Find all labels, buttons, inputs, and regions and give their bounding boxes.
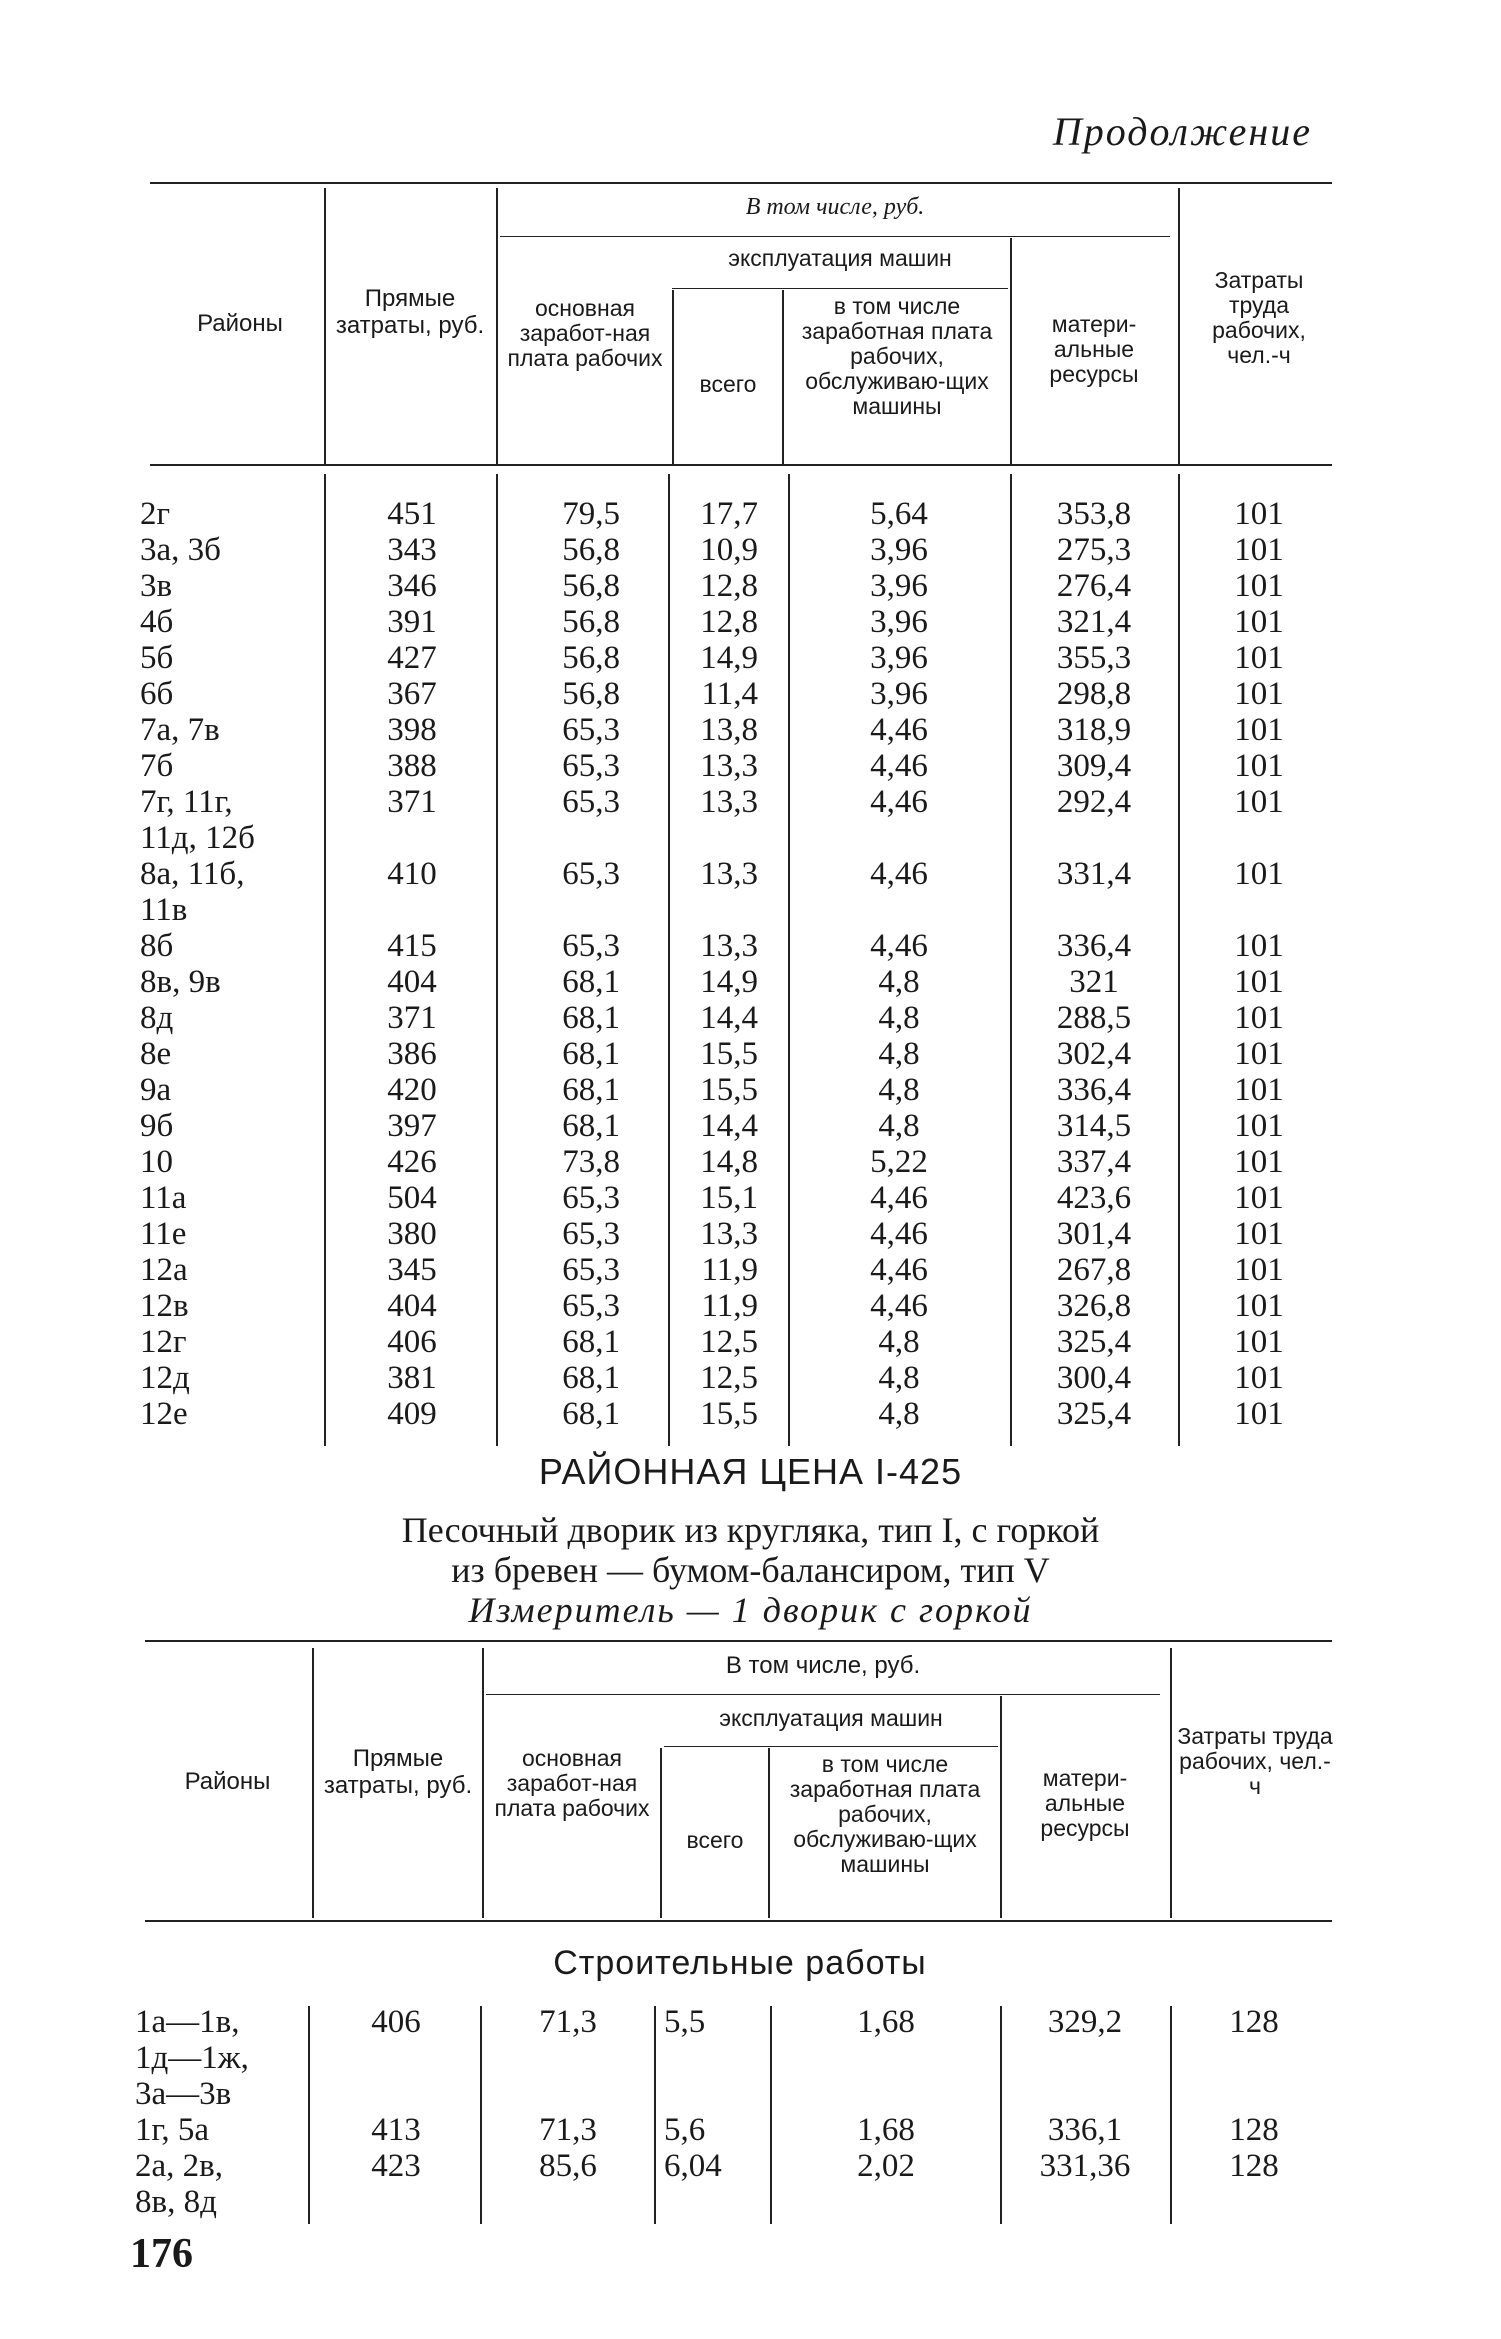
machines-total-cell: 10,9 (700, 532, 758, 568)
machines-total-cell: 11,4 (701, 676, 758, 712)
district-cell (140, 640, 173, 676)
labor-cell: 101 (1234, 1396, 1284, 1432)
machines-total-cell: 13,3 (700, 856, 758, 892)
t1-vline-4 (672, 290, 674, 464)
direct-cost-cell: 380 (387, 1216, 437, 1252)
table-row (0, 604, 1501, 640)
section-title: Строительные работы (553, 1944, 927, 1982)
district-text: 11д, 12б (140, 820, 255, 856)
machines-total-cell: 11,9 (701, 1252, 758, 1288)
machines-total-cell: 13,3 (700, 784, 758, 820)
district-text: 1а—1в, (135, 2004, 240, 2040)
machine-wages-cell: 4,46 (870, 928, 928, 964)
wages-cell: 71,3 (539, 2112, 597, 2148)
district-text: 3в (140, 568, 173, 604)
table1-top-rule (150, 182, 1332, 184)
t2-sub-rule-1 (486, 1694, 1160, 1695)
machines-total-cell: 14,9 (700, 964, 758, 1000)
direct-cost-cell: 451 (387, 496, 437, 532)
materials-cell: 301,4 (1056, 1216, 1132, 1252)
table-row (0, 1396, 1501, 1432)
labor-cell: 101 (1234, 1324, 1284, 1360)
district-cell (140, 1324, 187, 1360)
wages-cell: 65,3 (562, 784, 620, 820)
direct-cost-cell: 410 (387, 856, 437, 892)
t1-sub-rule-1 (500, 236, 1170, 237)
machines-total-cell: 12,8 (700, 604, 758, 640)
district-text: 12е (140, 1396, 188, 1432)
materials-cell: 275,3 (1056, 532, 1132, 568)
district-cell (140, 568, 172, 604)
materials-cell: 336,4 (1056, 928, 1132, 964)
t1-vline-6 (1010, 238, 1012, 464)
machine-wages-cell: 4,8 (878, 1000, 920, 1036)
direct-cost-cell: 386 (387, 1036, 437, 1072)
direct-cost-cell: 345 (387, 1252, 437, 1288)
wages-cell: 71,3 (539, 2004, 597, 2040)
machine-wages-cell: 2,02 (857, 2148, 915, 2184)
wages-cell: 65,3 (562, 1288, 620, 1324)
district-cell (140, 496, 170, 532)
header-materials: матери-альные ресурсы (1049, 311, 1139, 387)
district-cell (140, 1396, 188, 1432)
machines-total-cell: 13,3 (700, 748, 758, 784)
machines-total-cell: 14,4 (700, 1108, 758, 1144)
district-text: 1д—1ж, (135, 2040, 249, 2076)
materials-cell: 336,1 (1047, 2112, 1123, 2148)
machine-wages-cell: 3,96 (870, 532, 928, 568)
machines-total-cell: 14,8 (700, 1144, 758, 1180)
machines-total-cell: 5,5 (664, 2004, 706, 2040)
table-row (0, 1288, 1501, 1324)
table-row (0, 784, 1501, 856)
item-description-line1: Песочный дворик из кругляка, тип I, с горкой (401, 1510, 1100, 1550)
district-cell (140, 1216, 186, 1252)
t2-header-direct-costs: Прямые затраты, руб. (323, 1745, 473, 1799)
district-text: 11е (140, 1216, 187, 1252)
labor-cell: 101 (1234, 1036, 1284, 1072)
direct-cost-cell: 346 (387, 568, 437, 604)
direct-cost-cell: 371 (387, 784, 437, 820)
labor-cell: 101 (1234, 1144, 1284, 1180)
table-row (0, 856, 1501, 928)
direct-cost-cell: 409 (387, 1396, 437, 1432)
district-text: 5б (140, 640, 174, 676)
materials-cell: 321,4 (1056, 604, 1132, 640)
district-cell (140, 1144, 173, 1180)
materials-cell: 353,8 (1056, 496, 1132, 532)
table-row (0, 2148, 1501, 2220)
t2-header-including: В том числе, руб. (725, 1652, 921, 1679)
labor-cell: 101 (1234, 712, 1284, 748)
wages-cell: 85,6 (539, 2148, 597, 2184)
district-cell (140, 1360, 190, 1396)
machine-wages-cell: 4,8 (878, 1360, 920, 1396)
table-row (0, 1216, 1501, 1252)
district-text: 7а, 7в (140, 712, 220, 748)
labor-cell: 101 (1234, 640, 1284, 676)
direct-cost-cell: 391 (387, 604, 437, 640)
wages-cell: 56,8 (562, 640, 620, 676)
price-title: РАЙОННАЯ ЦЕНА I-425 (538, 1451, 963, 1492)
machines-total-cell: 12,8 (700, 568, 758, 604)
machine-wages-cell: 4,8 (878, 1072, 920, 1108)
labor-cell: 128 (1229, 2112, 1279, 2148)
district-cell (140, 964, 221, 1000)
table-row (0, 928, 1501, 964)
materials-cell: 267,8 (1056, 1252, 1132, 1288)
machine-wages-cell: 4,46 (870, 856, 928, 892)
wages-cell: 65,3 (562, 928, 620, 964)
labor-cell: 101 (1234, 784, 1284, 820)
district-cell (140, 1000, 173, 1036)
district-text: 3а, 3б (140, 532, 221, 568)
materials-cell: 309,4 (1056, 748, 1132, 784)
wages-cell: 68,1 (562, 1396, 620, 1432)
materials-cell: 336,4 (1056, 1072, 1132, 1108)
district-text: 3а—3в (135, 2076, 232, 2112)
labor-cell: 101 (1234, 1072, 1284, 1108)
table2-top-rule (145, 1640, 1332, 1642)
materials-cell: 300,4 (1056, 1360, 1132, 1396)
t1-sub-rule-2 (672, 288, 1008, 289)
labor-cell: 101 (1234, 676, 1284, 712)
machine-wages-cell: 4,8 (878, 964, 920, 1000)
wages-cell: 65,3 (562, 1252, 620, 1288)
machines-total-cell: 12,5 (700, 1360, 758, 1396)
machine-wages-cell: 5,22 (870, 1144, 928, 1180)
table-row (0, 1072, 1501, 1108)
wages-cell: 56,8 (562, 568, 620, 604)
materials-cell: 288,5 (1056, 1000, 1132, 1036)
labor-cell: 128 (1229, 2148, 1279, 2184)
district-cell (135, 2148, 223, 2220)
district-text: 12д (140, 1360, 190, 1396)
district-cell (140, 928, 173, 964)
t1-vline-2 (496, 188, 498, 464)
materials-cell: 276,4 (1056, 568, 1132, 604)
wages-cell: 68,1 (562, 1000, 620, 1036)
labor-cell: 101 (1234, 1252, 1284, 1288)
labor-cell: 101 (1234, 1108, 1284, 1144)
machine-wages-cell: 3,96 (870, 604, 928, 640)
table-row (0, 1000, 1501, 1036)
table-row (0, 712, 1501, 748)
t2-header-total: всего (686, 1827, 744, 1853)
direct-cost-cell: 398 (387, 712, 437, 748)
t2-header-wages: основная заработ-ная плата рабочих (494, 1745, 650, 1821)
t1-vline-1 (324, 188, 326, 464)
header-direct-costs: Прямые затраты, руб. (335, 285, 485, 339)
district-text: 8а, 11б, (140, 856, 245, 892)
district-cell (140, 1036, 171, 1072)
labor-cell: 101 (1234, 496, 1284, 532)
table-row (0, 1360, 1501, 1396)
table-row (0, 1144, 1501, 1180)
wages-cell: 65,3 (562, 1216, 620, 1252)
direct-cost-cell: 397 (387, 1108, 437, 1144)
machine-wages-cell: 3,96 (870, 640, 928, 676)
materials-cell: 325,4 (1056, 1324, 1132, 1360)
t1-vline-5 (782, 290, 784, 464)
labor-cell: 101 (1234, 1180, 1284, 1216)
t2-vline-4 (660, 1748, 662, 1918)
district-cell (140, 784, 255, 856)
direct-cost-cell: 381 (387, 1360, 437, 1396)
district-cell (135, 2112, 209, 2148)
table1-header-rule (150, 464, 1332, 466)
wages-cell: 56,8 (562, 604, 620, 640)
t2-header-districts: Районы (184, 1768, 271, 1795)
materials-cell: 302,4 (1056, 1036, 1132, 1072)
labor-cell: 101 (1234, 964, 1284, 1000)
machine-wages-cell: 4,8 (878, 1036, 920, 1072)
materials-cell: 423,6 (1056, 1180, 1132, 1216)
district-text: 8б (140, 928, 174, 964)
wages-cell: 68,1 (562, 1324, 620, 1360)
machine-wages-cell: 3,96 (870, 568, 928, 604)
machine-wages-cell: 4,46 (870, 1180, 928, 1216)
table-row (0, 496, 1501, 532)
machine-wages-cell: 3,96 (870, 676, 928, 712)
table-row (0, 1252, 1501, 1288)
direct-cost-cell: 371 (387, 1000, 437, 1036)
district-text: 11а (140, 1180, 187, 1216)
machines-total-cell: 15,5 (700, 1072, 758, 1108)
table-row (0, 1180, 1501, 1216)
district-text: 12в (140, 1288, 189, 1324)
machines-total-cell: 12,5 (700, 1324, 758, 1360)
table-row (0, 748, 1501, 784)
table-row (0, 640, 1501, 676)
labor-cell: 101 (1234, 928, 1284, 964)
district-text: 8д (140, 1000, 174, 1036)
machine-wages-cell: 4,8 (878, 1396, 920, 1432)
materials-cell: 314,5 (1056, 1108, 1132, 1144)
direct-cost-cell: 406 (387, 1324, 437, 1360)
direct-cost-cell: 420 (387, 1072, 437, 1108)
district-text: 8в, 9в (140, 964, 221, 1000)
district-cell (140, 1072, 171, 1108)
direct-cost-cell: 415 (387, 928, 437, 964)
materials-cell: 298,8 (1056, 676, 1132, 712)
t2-vline-2 (482, 1648, 484, 1918)
machines-total-cell: 13,3 (700, 928, 758, 964)
table-row (0, 568, 1501, 604)
district-text: 2а, 2в, (135, 2148, 223, 2184)
district-text: 10 (140, 1144, 173, 1180)
district-cell (140, 604, 173, 640)
materials-cell: 326,8 (1056, 1288, 1132, 1324)
wages-cell: 56,8 (562, 676, 620, 712)
page-number: 176 (130, 2231, 193, 2277)
wages-cell: 68,1 (562, 964, 620, 1000)
district-text: 6б (140, 676, 174, 712)
machine-wages-cell: 1,68 (857, 2112, 915, 2148)
district-text: 1г, 5а (135, 2112, 209, 2148)
wages-cell: 65,3 (562, 748, 620, 784)
labor-cell: 101 (1234, 1000, 1284, 1036)
materials-cell: 325,4 (1056, 1396, 1132, 1432)
district-cell (140, 1252, 188, 1288)
machine-wages-cell: 4,46 (870, 748, 928, 784)
header-machines: эксплуатация машин (728, 245, 952, 271)
machine-wages-cell: 4,46 (870, 1252, 928, 1288)
labor-cell: 101 (1234, 856, 1284, 892)
machines-total-cell: 13,8 (700, 712, 758, 748)
table-row (0, 2112, 1501, 2148)
labor-cell: 101 (1234, 568, 1284, 604)
direct-cost-cell: 404 (387, 964, 437, 1000)
t1-vline-3 (1178, 188, 1180, 464)
measure-unit: Измеритель — 1 дворик с горкой (468, 1590, 1033, 1630)
district-text: 2г (140, 496, 171, 532)
table-row (0, 532, 1501, 568)
labor-cell: 128 (1229, 2004, 1279, 2040)
district-cell (140, 532, 221, 568)
machine-wages-cell: 4,8 (878, 1324, 920, 1360)
direct-cost-cell: 413 (371, 2112, 421, 2148)
continuation-label: Продолжение (1052, 109, 1312, 154)
machine-wages-cell: 4,8 (878, 1108, 920, 1144)
header-labor: Затраты труда рабочих, чел.-ч (1212, 267, 1306, 368)
materials-cell: 292,4 (1056, 784, 1132, 820)
materials-cell: 337,4 (1056, 1144, 1132, 1180)
labor-cell: 101 (1234, 1360, 1284, 1396)
materials-cell: 355,3 (1056, 640, 1132, 676)
direct-cost-cell: 423 (371, 2148, 421, 2184)
header-districts: Районы (197, 310, 283, 337)
header-total: всего (699, 371, 757, 397)
direct-cost-cell: 427 (387, 640, 437, 676)
table-row (0, 1324, 1501, 1360)
machine-wages-cell: 4,46 (870, 712, 928, 748)
t2-sub-rule-2 (664, 1746, 998, 1747)
table-row (0, 1036, 1501, 1072)
machines-total-cell: 14,4 (700, 1000, 758, 1036)
district-cell (140, 1180, 186, 1216)
district-cell (140, 856, 244, 928)
direct-cost-cell: 426 (387, 1144, 437, 1180)
machines-total-cell: 11,9 (701, 1288, 758, 1324)
materials-cell: 331,36 (1039, 2148, 1131, 2184)
machine-wages-cell: 4,46 (870, 784, 928, 820)
wages-cell: 68,1 (562, 1360, 620, 1396)
table-row (0, 676, 1501, 712)
machines-total-cell: 14,9 (700, 640, 758, 676)
materials-cell: 321 (1069, 964, 1119, 1000)
district-text: 8е (140, 1036, 172, 1072)
machines-total-cell: 13,3 (700, 1216, 758, 1252)
district-text: 7б (140, 748, 174, 784)
machine-wages-cell: 4,46 (870, 1288, 928, 1324)
machines-total-cell: 17,7 (700, 496, 758, 532)
labor-cell: 101 (1234, 532, 1284, 568)
labor-cell: 101 (1234, 1288, 1284, 1324)
direct-cost-cell: 343 (387, 532, 437, 568)
district-text: 8в, 8д (135, 2184, 217, 2220)
direct-cost-cell: 388 (387, 748, 437, 784)
t2-header-incl-wages: в том числе заработная плата рабочих, обслуживаю-щих машины (789, 1751, 981, 1877)
direct-cost-cell: 504 (387, 1180, 437, 1216)
district-cell (140, 1288, 189, 1324)
materials-cell: 329,2 (1047, 2004, 1123, 2040)
machine-wages-cell: 4,46 (870, 1216, 928, 1252)
labor-cell: 101 (1234, 1216, 1284, 1252)
wages-cell: 65,3 (562, 712, 620, 748)
district-cell (140, 676, 173, 712)
item-description-line2: из бревен — бумом-балансиром, тип V (451, 1550, 1050, 1590)
t2-header-labor: Затраты труда рабочих, чел.-ч (1177, 1723, 1333, 1799)
machines-total-cell: 15,5 (700, 1036, 758, 1072)
machine-wages-cell: 1,68 (857, 2004, 915, 2040)
header-including: В том числе, руб. (745, 194, 925, 220)
wages-cell: 56,8 (562, 532, 620, 568)
wages-cell: 79,5 (562, 496, 620, 532)
table-row (0, 2004, 1501, 2112)
district-text: 4б (140, 604, 174, 640)
direct-cost-cell: 406 (371, 2004, 421, 2040)
t2-header-machines: эксплуатация машин (719, 1705, 943, 1731)
materials-cell: 331,4 (1056, 856, 1132, 892)
district-text: 9б (140, 1108, 174, 1144)
wages-cell: 68,1 (562, 1108, 620, 1144)
t2-vline-1 (312, 1648, 314, 1918)
wages-cell: 65,3 (562, 1180, 620, 1216)
district-cell (135, 2004, 249, 2112)
materials-cell: 318,9 (1056, 712, 1132, 748)
district-text: 12г (140, 1324, 187, 1360)
header-wages: основная заработ-ная плата рабочих (507, 295, 663, 371)
district-text: 11в (140, 892, 188, 928)
direct-cost-cell: 367 (387, 676, 437, 712)
header-incl-wages: в том числе заработная плата рабочих, обслуживаю-щих машины (801, 293, 993, 419)
labor-cell: 101 (1234, 748, 1284, 784)
machine-wages-cell: 5,64 (870, 496, 928, 532)
wages-cell: 65,3 (562, 856, 620, 892)
t2-vline-5 (768, 1748, 770, 1918)
table2-header-rule (145, 1920, 1332, 1922)
district-text: 9а (140, 1072, 172, 1108)
district-text: 12а (140, 1252, 188, 1288)
t2-header-materials: матери-альные ресурсы (1040, 1765, 1130, 1841)
table-row (0, 964, 1501, 1000)
wages-cell: 73,8 (562, 1144, 620, 1180)
district-cell (140, 712, 220, 748)
machines-total-cell: 15,1 (700, 1180, 758, 1216)
direct-cost-cell: 404 (387, 1288, 437, 1324)
wages-cell: 68,1 (562, 1072, 620, 1108)
t2-vline-3 (1170, 1648, 1172, 1918)
wages-cell: 68,1 (562, 1036, 620, 1072)
district-cell (140, 748, 173, 784)
machines-total-cell: 15,5 (700, 1396, 758, 1432)
t2-vline-6 (1000, 1696, 1002, 1918)
district-text: 7г, 11г, (140, 784, 233, 820)
table-row (0, 1108, 1501, 1144)
machines-total-cell: 6,04 (664, 2148, 722, 2184)
machines-total-cell: 5,6 (664, 2112, 706, 2148)
district-cell (140, 1108, 173, 1144)
labor-cell: 101 (1234, 604, 1284, 640)
